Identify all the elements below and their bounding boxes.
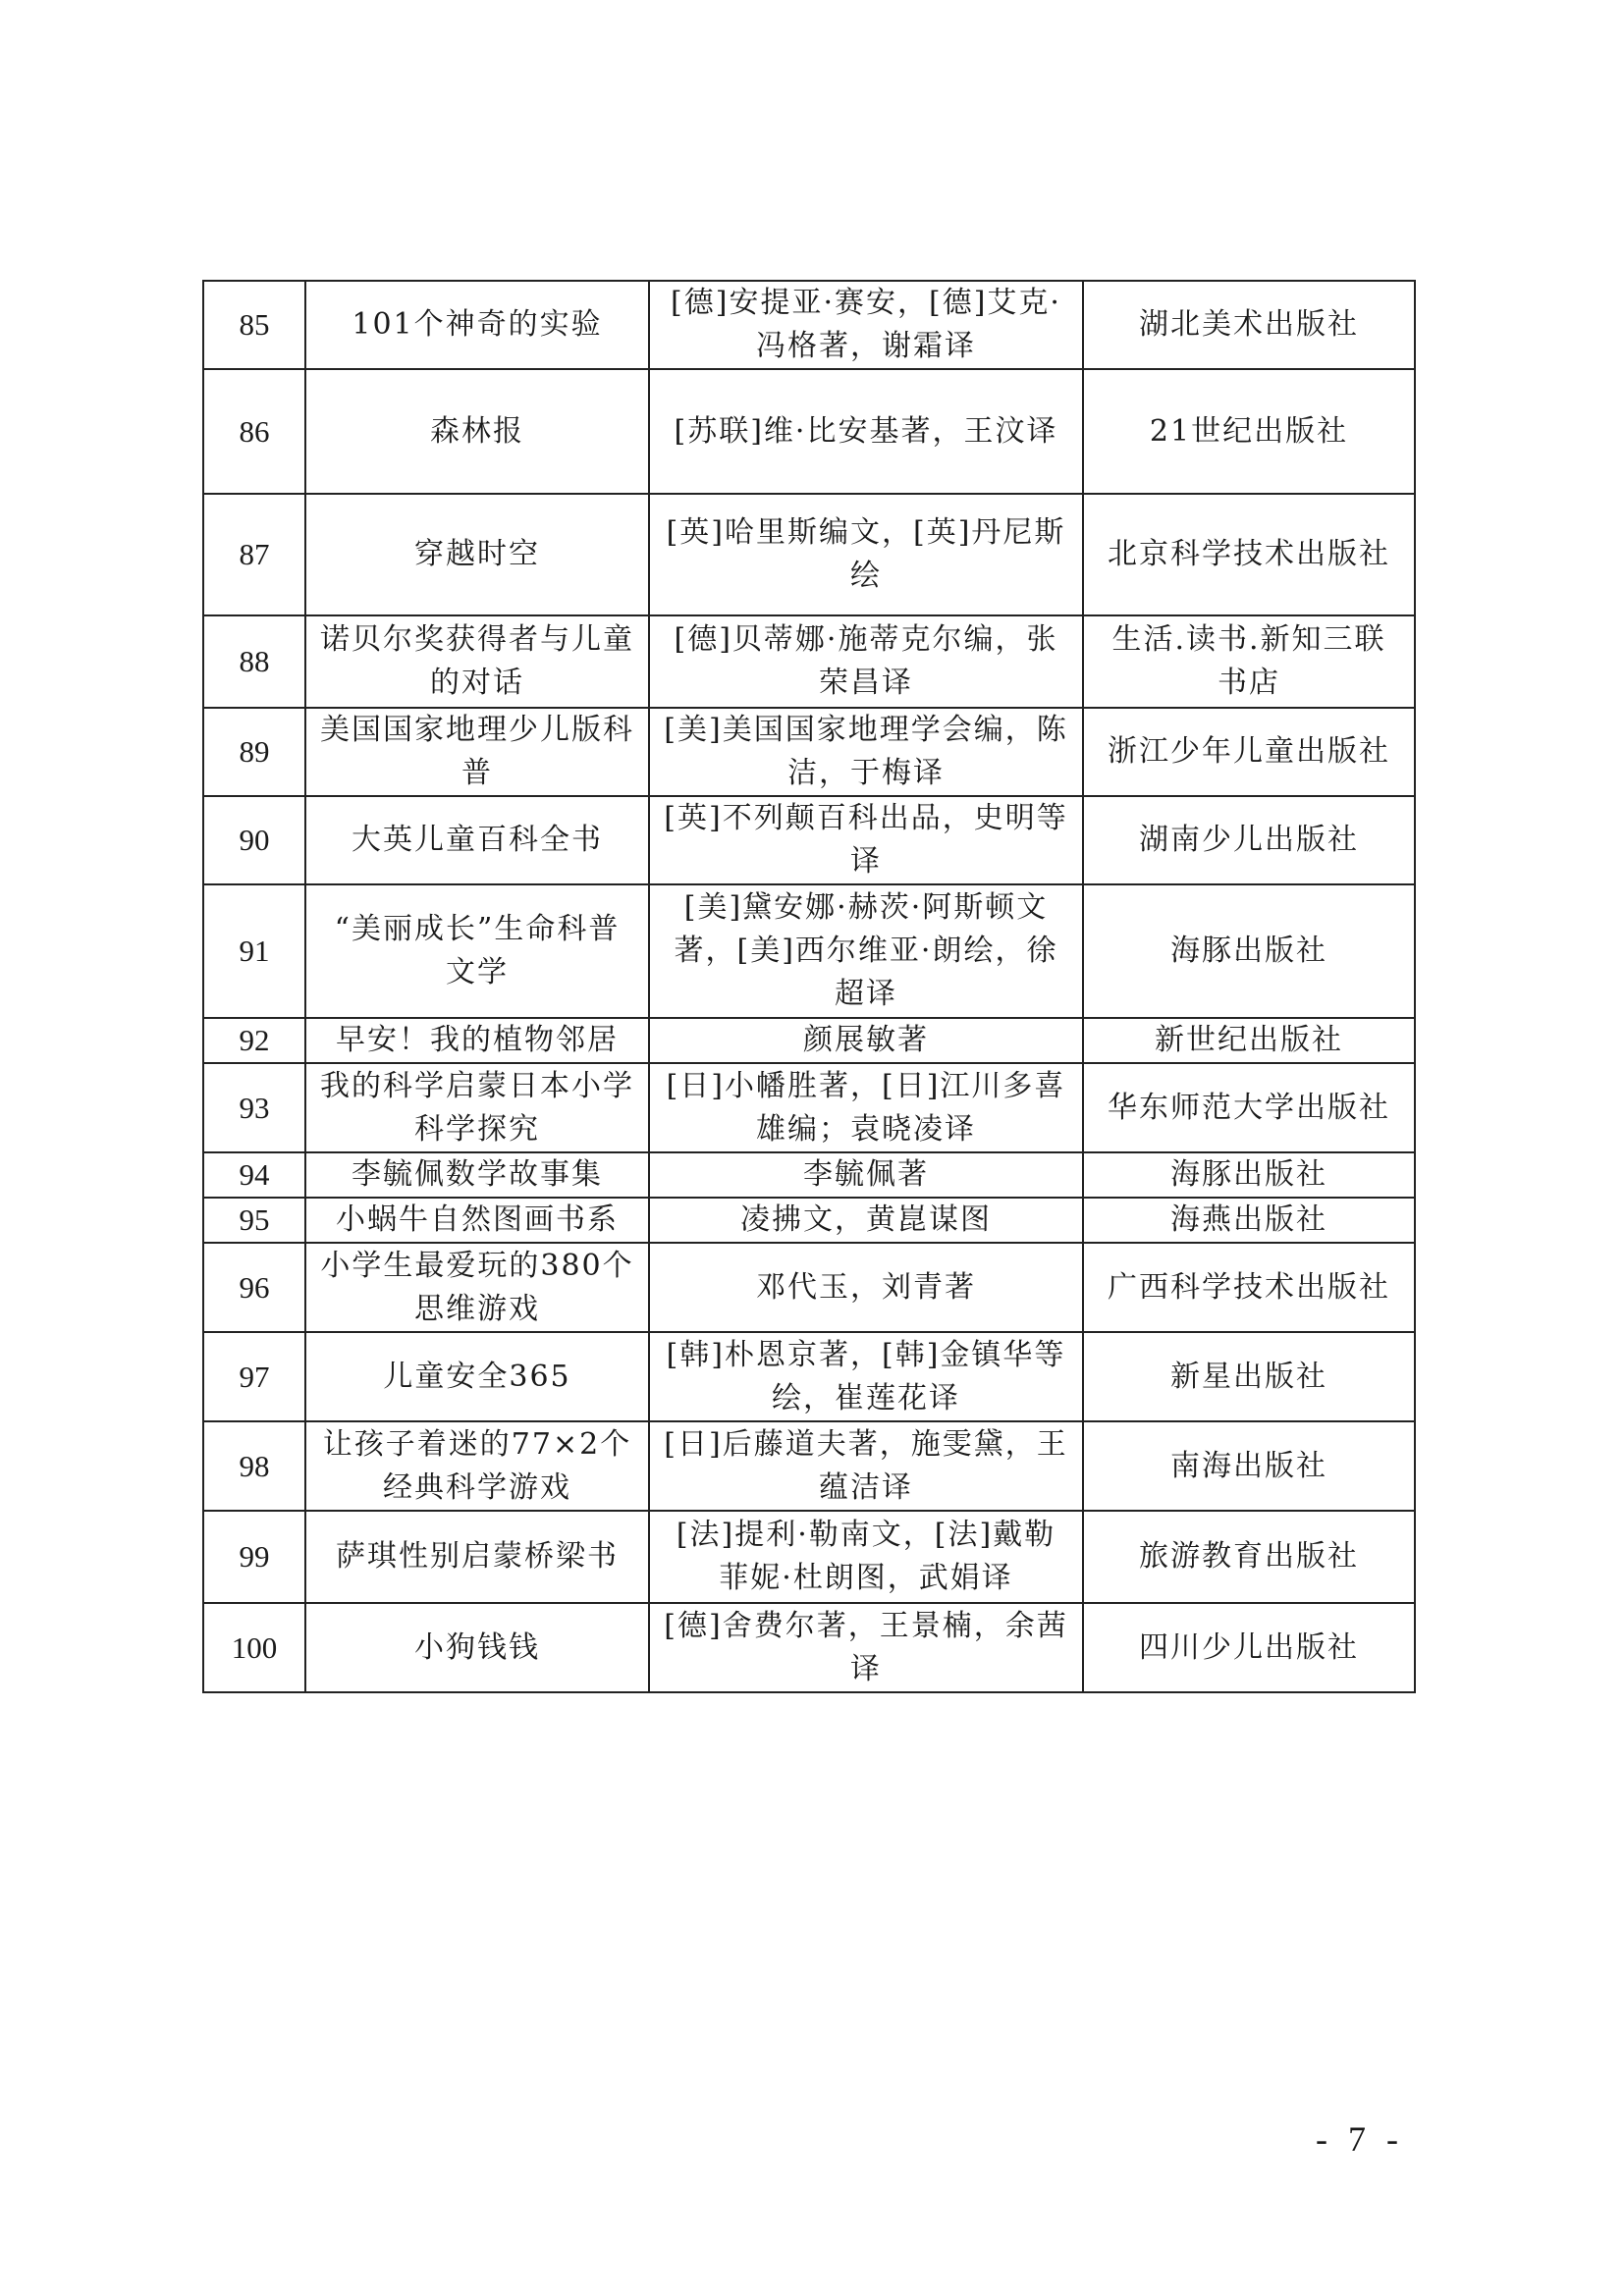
row-number: 89 xyxy=(203,708,305,796)
row-number: 88 xyxy=(203,615,305,708)
book-title: 小蜗牛自然图画书系 xyxy=(305,1198,649,1243)
book-title: 森林报 xyxy=(305,369,649,494)
row-number: 93 xyxy=(203,1063,305,1152)
book-author: [美]美国国家地理学会编，陈洁，于梅译 xyxy=(649,708,1083,796)
table-row xyxy=(203,1018,1415,1063)
book-title: 美国国家地理少儿版科普 xyxy=(305,708,649,796)
book-author: [日]后藤道夫著，施雯黛，王蕴洁译 xyxy=(649,1421,1083,1511)
book-publisher: 旅游教育出版社 xyxy=(1083,1511,1415,1603)
book-author: [日]小幡胜著，[日]江川多喜雄编；袁晓凌译 xyxy=(649,1063,1083,1152)
table-row xyxy=(203,1421,1415,1511)
book-title: 让孩子着迷的77×2个经典科学游戏 xyxy=(305,1421,649,1511)
book-author: [韩]朴恩京著，[韩]金镇华等绘，崔莲花译 xyxy=(649,1332,1083,1421)
table-row xyxy=(203,1511,1415,1603)
table-row xyxy=(203,494,1415,615)
book-publisher: 浙江少年儿童出版社 xyxy=(1083,708,1415,796)
table-row xyxy=(203,1243,1415,1332)
book-publisher: 南海出版社 xyxy=(1083,1421,1415,1511)
book-title: 早安！我的植物邻居 xyxy=(305,1018,649,1063)
book-author: [苏联]维·比安基著，王汶译 xyxy=(649,369,1083,494)
book-publisher: 北京科学技术出版社 xyxy=(1083,494,1415,615)
row-number: 92 xyxy=(203,1018,305,1063)
table-row xyxy=(203,1603,1415,1692)
book-author: [德]贝蒂娜·施蒂克尔编，张荣昌译 xyxy=(649,615,1083,708)
row-number: 100 xyxy=(203,1603,305,1692)
book-author: 邓代玉，刘青著 xyxy=(649,1243,1083,1332)
book-publisher: 海豚出版社 xyxy=(1083,1152,1415,1198)
book-title: 穿越时空 xyxy=(305,494,649,615)
book-publisher: 新星出版社 xyxy=(1083,1332,1415,1421)
book-title: 李毓佩数学故事集 xyxy=(305,1152,649,1198)
row-number: 96 xyxy=(203,1243,305,1332)
table-row xyxy=(203,369,1415,494)
table-row xyxy=(203,1152,1415,1198)
book-publisher: 华东师范大学出版社 xyxy=(1083,1063,1415,1152)
table-row xyxy=(203,1063,1415,1152)
book-publisher: 生活.读书.新知三联书店 xyxy=(1083,615,1415,708)
book-publisher: 湖北美术出版社 xyxy=(1083,281,1415,369)
book-publisher: 海燕出版社 xyxy=(1083,1198,1415,1243)
table-row xyxy=(203,281,1415,369)
table-row xyxy=(203,1332,1415,1421)
table-row xyxy=(203,884,1415,1018)
book-author: [法]提利·勒南文，[法]戴勒菲妮·杜朗图，武娟译 xyxy=(649,1511,1083,1603)
book-title: 诺贝尔奖获得者与儿童的对话 xyxy=(305,615,649,708)
row-number: 90 xyxy=(203,796,305,884)
book-publisher: 21世纪出版社 xyxy=(1083,369,1415,494)
book-list-body xyxy=(203,281,1415,1692)
book-author: [德]安提亚·赛安，[德]艾克·冯格著，谢霜译 xyxy=(649,281,1083,369)
book-author: 李毓佩著 xyxy=(649,1152,1083,1198)
book-author: [英]不列颠百科出品，史明等译 xyxy=(649,796,1083,884)
book-title: 儿童安全365 xyxy=(305,1332,649,1421)
book-publisher: 海豚出版社 xyxy=(1083,884,1415,1018)
book-publisher: 四川少儿出版社 xyxy=(1083,1603,1415,1692)
book-author: [美]黛安娜·赫茨·阿斯顿文著，[美]西尔维亚·朗绘，徐超译 xyxy=(649,884,1083,1018)
book-title: 小学生最爱玩的380个思维游戏 xyxy=(305,1243,649,1332)
book-author: [德]舍费尔著，王景楠，余茜译 xyxy=(649,1603,1083,1692)
book-publisher: 湖南少儿出版社 xyxy=(1083,796,1415,884)
book-title: 我的科学启蒙日本小学科学探究 xyxy=(305,1063,649,1152)
page-number: - 7 - xyxy=(1316,2119,1404,2159)
book-list-table xyxy=(202,280,1416,1693)
row-number: 97 xyxy=(203,1332,305,1421)
book-title: 小狗钱钱 xyxy=(305,1603,649,1692)
table-row xyxy=(203,708,1415,796)
book-title: 萨琪性别启蒙桥梁书 xyxy=(305,1511,649,1603)
row-number: 94 xyxy=(203,1152,305,1198)
book-publisher: 广西科学技术出版社 xyxy=(1083,1243,1415,1332)
book-title: “美丽成长”生命科普文学 xyxy=(305,884,649,1018)
table-row xyxy=(203,1198,1415,1243)
book-publisher: 新世纪出版社 xyxy=(1083,1018,1415,1063)
book-title: 101个神奇的实验 xyxy=(305,281,649,369)
book-title: 大英儿童百科全书 xyxy=(305,796,649,884)
row-number: 86 xyxy=(203,369,305,494)
table-row xyxy=(203,615,1415,708)
table-row xyxy=(203,796,1415,884)
book-author: 凌拂文，黄崑谋图 xyxy=(649,1198,1083,1243)
row-number: 91 xyxy=(203,884,305,1018)
book-author: [英]哈里斯编文，[英]丹尼斯绘 xyxy=(649,494,1083,615)
book-author: 颜展敏著 xyxy=(649,1018,1083,1063)
row-number: 85 xyxy=(203,281,305,369)
row-number: 98 xyxy=(203,1421,305,1511)
row-number: 99 xyxy=(203,1511,305,1603)
row-number: 87 xyxy=(203,494,305,615)
row-number: 95 xyxy=(203,1198,305,1243)
